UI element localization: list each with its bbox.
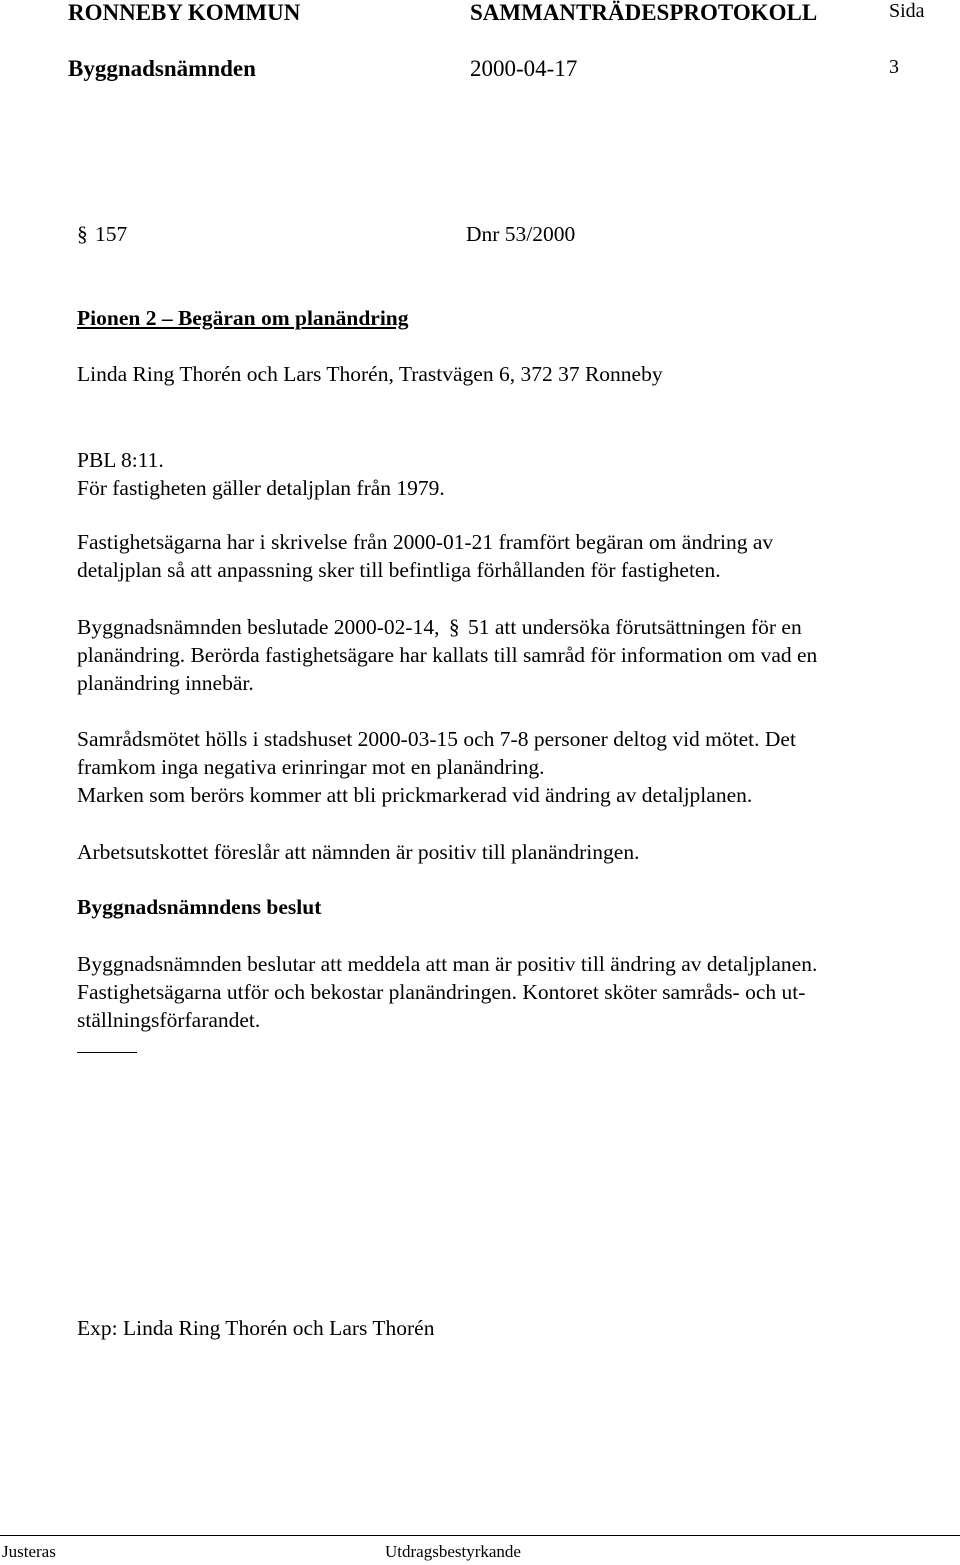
dnr-number: Dnr 53/2000 bbox=[466, 222, 576, 246]
request-paragraph bbox=[77, 528, 937, 584]
paragraph-text: 51 att undersöka förutsättningen för en bbox=[467, 615, 802, 639]
paragraph-line: Arbetsutskottet föreslår att nämnden är positiv till planändringen. bbox=[77, 840, 640, 864]
paragraph-line: Fastighetsägarna utför och bekostar planändringen. Kontoret sköter samråds- och ut- bbox=[77, 980, 806, 1004]
paragraph-line bbox=[77, 613, 937, 641]
item-title: Pionen 2 – Begäran om planändring bbox=[77, 306, 409, 330]
paragraph-line: detaljplan så att anpassning sker till befintliga förhållanden för fastigheten. bbox=[77, 558, 721, 582]
prior-decision-paragraph bbox=[77, 613, 937, 697]
committee-proposal bbox=[77, 838, 937, 866]
pbl-reference: PBL 8:11. bbox=[77, 448, 164, 472]
paragraph-text: Byggnadsnämnden beslutade 2000-02-14, bbox=[77, 615, 440, 639]
paragraph-line: Marken som berörs kommer att bli prickmarkerad vid ändring av detaljplanen. bbox=[77, 783, 753, 807]
page-number: 3 bbox=[889, 56, 899, 78]
page-label: Sida bbox=[889, 0, 925, 22]
detaljplan-note: För fastigheten gäller detaljplan från 1979. bbox=[77, 476, 445, 500]
item-number: 157 bbox=[95, 222, 128, 246]
paragraph-line: Byggnadsnämnden beslutar att meddela att man är positiv till ändring av detaljplanen. bbox=[77, 952, 818, 976]
pbl-paragraph bbox=[77, 446, 937, 502]
document-type: SAMMANTRÄDESPROTOKOLL bbox=[470, 0, 818, 25]
paragraph-line: Samrådsmötet hölls i stadshuset 2000-03-15 och 7-8 personer deltog vid mötet. Det bbox=[77, 727, 796, 751]
meeting-date: 2000-04-17 bbox=[470, 56, 578, 81]
expedition-line: Exp: Linda Ring Thorén och Lars Thorén bbox=[77, 1316, 435, 1340]
org-name: RONNEBY KOMMUN bbox=[68, 0, 301, 25]
applicants: Linda Ring Thorén och Lars Thorén, Trastvägen 6, 372 37 Ronneby bbox=[77, 362, 663, 386]
paragraph-line: planändring innebär. bbox=[77, 671, 254, 695]
footer-rule bbox=[0, 1535, 960, 1536]
decision-paragraph bbox=[77, 950, 937, 1034]
end-rule bbox=[77, 1052, 137, 1053]
paragraph-line: ställningsförfarandet. bbox=[77, 1008, 261, 1032]
committee-name: Byggnadsnämnden bbox=[68, 56, 256, 81]
section-symbol: § bbox=[448, 615, 460, 639]
paragraph-line: framkom inga negativa erinringar mot en planändring. bbox=[77, 755, 545, 779]
section-symbol: § bbox=[77, 222, 88, 246]
decision-heading: Byggnadsnämndens beslut bbox=[77, 895, 322, 919]
footer-utdragsbestyrkande: Utdragsbestyrkande bbox=[385, 1542, 521, 1561]
consultation-paragraph bbox=[77, 725, 937, 809]
paragraph-line: Fastighetsägarna har i skrivelse från 2000-01-21 framfört begäran om ändring av bbox=[77, 530, 774, 554]
footer-justeras: Justeras bbox=[2, 1542, 56, 1561]
paragraph-line: planändring. Berörda fastighetsägare har kallats till samråd för information om vad en bbox=[77, 643, 818, 667]
